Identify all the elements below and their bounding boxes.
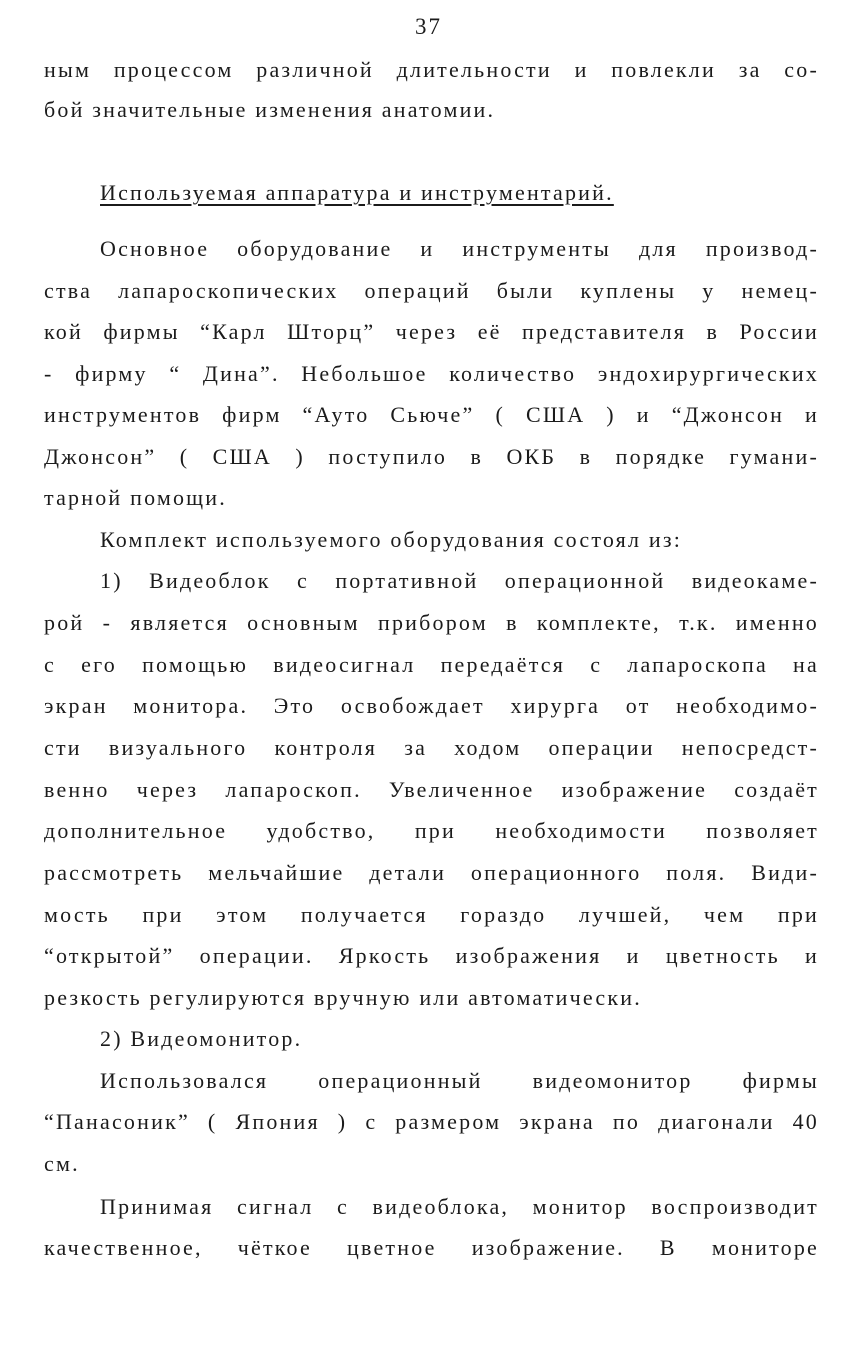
list-item-line: рой - является основным прибором в комплекте, т.к. именно	[44, 610, 819, 635]
text-line: бой значительные изменения анатомии.	[44, 97, 496, 122]
text-line: - фирму “ Дина”. Небольшое количество эндохирургических	[44, 361, 819, 386]
text-line: ным процессом различной длительности и повлекли за со-	[44, 57, 819, 82]
list-item-line: мость при этом получается гораздо лучшей, чем при	[44, 902, 819, 927]
text-line: см.	[44, 1151, 80, 1176]
list-item-line: “открытой” операции. Яркость изображения и цветность и	[44, 943, 819, 968]
text-line: Использовался операционный видеомонитор фирмы	[100, 1068, 819, 1093]
text-line: Основное оборудование и инструменты для производ-	[100, 236, 819, 261]
list-item-line: венно через лапароскоп. Увеличенное изображение создаёт	[44, 777, 819, 802]
list-item-line: резкость регулируются вручную или автоматически.	[44, 985, 642, 1010]
list-item-line: 1) Видеоблок с портативной операционной видеокаме-	[100, 568, 819, 593]
text-line: качественное, чёткое цветное изображение. В мониторе	[44, 1235, 819, 1260]
list-item-line: с его помощью видеосигнал передаётся с лапароскопа на	[44, 652, 819, 677]
text-line: тарной помощи.	[44, 485, 227, 510]
list-item-line: сти визуального контроля за ходом операции непосредст-	[44, 735, 819, 760]
section-heading: Используемая аппаратура и инструментарий.	[100, 180, 614, 205]
list-item-line: рассмотреть мельчайшие детали операционного поля. Види-	[44, 860, 819, 885]
list-item-line: дополнительное удобство, при необходимости позволяет	[44, 818, 819, 843]
list-item-title: 2) Видеомонитор.	[100, 1026, 303, 1051]
text-line: Джонсон” ( США ) поступило в ОКБ в порядке гумани-	[44, 444, 819, 469]
list-item-line: экран монитора. Это освобождает хирурга от необходимо-	[44, 693, 819, 718]
text-line: инструментов фирм “Ауто Сьюче” ( США ) и “Джонсон и	[44, 402, 819, 427]
text-line: кой фирмы “Карл Шторц” через её представителя в России	[44, 319, 819, 344]
text-line: “Панасоник” ( Япония ) с размером экрана по диагонали 40	[44, 1109, 819, 1134]
text-line: Комплект используемого оборудования состоял из:	[100, 527, 683, 552]
text-line: Принимая сигнал с видеоблока, монитор воспроизводит	[100, 1194, 819, 1219]
page-number: 37	[415, 14, 442, 39]
text-line: ства лапароскопических операций были куплены у немец-	[44, 278, 819, 303]
